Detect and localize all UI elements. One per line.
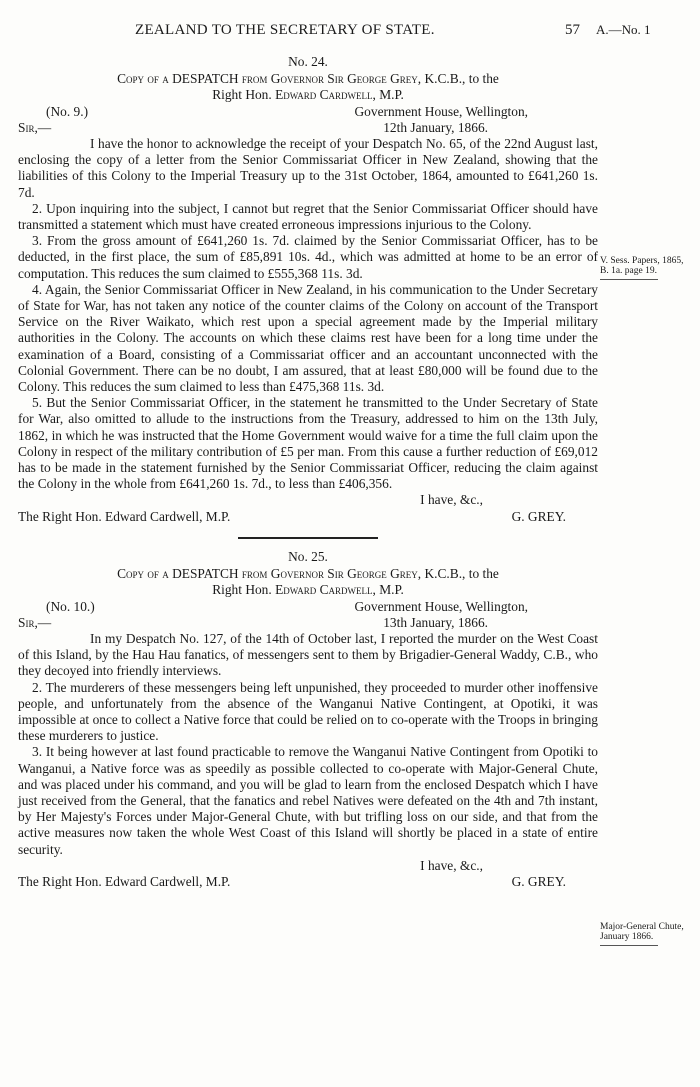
salutation: Sir,—	[18, 614, 52, 630]
margin-note-major-general: Major-General Chute, January 1866.	[600, 922, 692, 946]
despatch-heading: Copy of a DESPATCH from Governor Sir George Grey, K.C.B., to the Right Hon. Edward Cardwell, M.P.	[117, 71, 499, 103]
closing: I have, &c.,	[420, 857, 483, 873]
paragraph: I have the honor to acknowledge the receipt of your Despatch No. 65, of the 22nd August last, enclosing the copy of a letter from the Senior Commissariat Officer in New Zealand, showing that the liabilities of this Colony to the Imperial Treasury up to the 31st October, 1864, amounted to £641,260 1s. 7d.	[18, 136, 598, 200]
date: 13th January, 1866.	[383, 614, 488, 630]
paper-reference: A.—No. 1	[596, 22, 651, 37]
page-body	[18, 54, 598, 890]
ref-location-row	[18, 599, 598, 615]
running-title: ZEALAND TO THE SECRETARY OF STATE.	[135, 22, 435, 38]
margin-note-sessional-papers: V. Sess. Papers, 1865, B. 1a. page 19.	[600, 256, 692, 280]
addressee: The Right Hon. Edward Cardwell, M.P.	[18, 873, 231, 889]
location: Government House, Wellington,	[354, 598, 528, 614]
despatch-25	[18, 549, 598, 890]
salutation: Sir,—	[18, 119, 52, 135]
paragraph: 4. Again, the Senior Commissariat Officer in New Zealand, in his communication to the Under Secretary of State for War, has not taken any notice of the counter claims of the Colony on account of the Transport Service on the River Waikato, which rest upon a special agreement made by the Imperial military authorities in the Colony. The accounts on which these claims rest have been for a long time under the examination of a Board, consisting of a Commissariat officer and an accountant unconnected with the Colonial Government. There can be no doubt, I am assured, that at least £80,000 will be found due to the Colony. This reduces the sum claimed to less than £475,368 11s. 3d.	[18, 281, 598, 395]
paragraph: 3. From the gross amount of £641,260 1s. 7d. claimed by the Senior Commissariat Officer, has to be deducted, in the first place, the sum of £85,891 10s. 4d., which was admitted at home to be an error of computation. This reduces the sum claimed to £555,368 11s. 3d.	[18, 233, 598, 281]
salutation-date-row	[18, 615, 598, 631]
margin-rule	[600, 945, 658, 946]
page-header	[0, 22, 700, 44]
closing: I have, &c.,	[420, 492, 483, 508]
location: Government House, Wellington,	[354, 103, 528, 119]
paragraph: 5. But the Senior Commissariat Officer, in the statement he transmitted to the Under Secretary of State for War, also omitted to allude to the instructions from the Treasury, addressed to him on the 13th July, 1862, in which he was instructed that the Home Government would waive for a time the full claim upon the Colony in respect of the military contribution of £5 per man. From this cause a further reduction of £69,012 has to be made in the statement furnished by the Senior Commissariat Officer, reducing the claim against the Colony in the whole from £641,260 1s. 7d., to less than £406,356.	[18, 395, 598, 492]
paragraph: 3. It being however at last found practicable to remove the Wanganui Native Contingent from Opotiki to Wanganui, a Native force was as speedily as possible collected to co-operate with Major-General Chute, and was placed under his command, and you will be glad to learn from the enclosed Despatch which I have just received from the General, that the fanatics and rebel Natives were defeated on the 4th and 7th instant, by Her Majesty's Forces under Major-General Chute, with but trifling loss on our side, and that from the active measures now taken the whole West Coast of this Island will shortly be placed in a state of entire security.	[18, 744, 598, 857]
despatch-heading: Copy of a DESPATCH from Governor Sir George Grey, K.C.B., to the Right Hon. Edward Cardwell, M.P.	[117, 566, 499, 598]
signature: G. GREY.	[511, 508, 566, 524]
despatch-ref: (No. 10.)	[46, 598, 95, 614]
despatch-number: No. 24.	[288, 54, 328, 69]
despatch-number: No. 25.	[288, 548, 328, 564]
margin-rule	[600, 279, 658, 280]
date: 12th January, 1866.	[383, 119, 488, 135]
addressee: The Right Hon. Edward Cardwell, M.P.	[18, 508, 231, 524]
page-number: 57	[565, 22, 580, 38]
paragraph: 2. Upon inquiring into the subject, I cannot but regret that the Senior Commissariat Officer should have transmitted a statement which must have created erroneous impressions injurious to the Colony.	[18, 200, 598, 233]
signature-row	[18, 874, 598, 890]
paragraph: 2. The murderers of these messengers being left unpunished, they proceeded to murder other inoffensive people, and unfortunately from the absence of the Wanganui Native Contingent, at Opotiki, it was impossible at once to collect a Native force that could be relied on to co-operate with the Troops in bringing these murderers to justice.	[18, 679, 598, 744]
section-divider	[238, 537, 378, 539]
despatch-ref: (No. 9.)	[46, 103, 89, 119]
despatch-24	[18, 54, 598, 525]
salutation-date-row	[18, 120, 598, 136]
signature: G. GREY.	[511, 873, 566, 889]
signature-row	[18, 509, 598, 525]
paragraph: In my Despatch No. 127, of the 14th of October last, I reported the murder on the West Coast of this Island, by the Hau Hau fanatics, of messengers sent to them by Brigadier-General Waddy, C.B., who they decoyed into friendly interviews.	[18, 630, 598, 679]
ref-location-row	[18, 104, 598, 120]
